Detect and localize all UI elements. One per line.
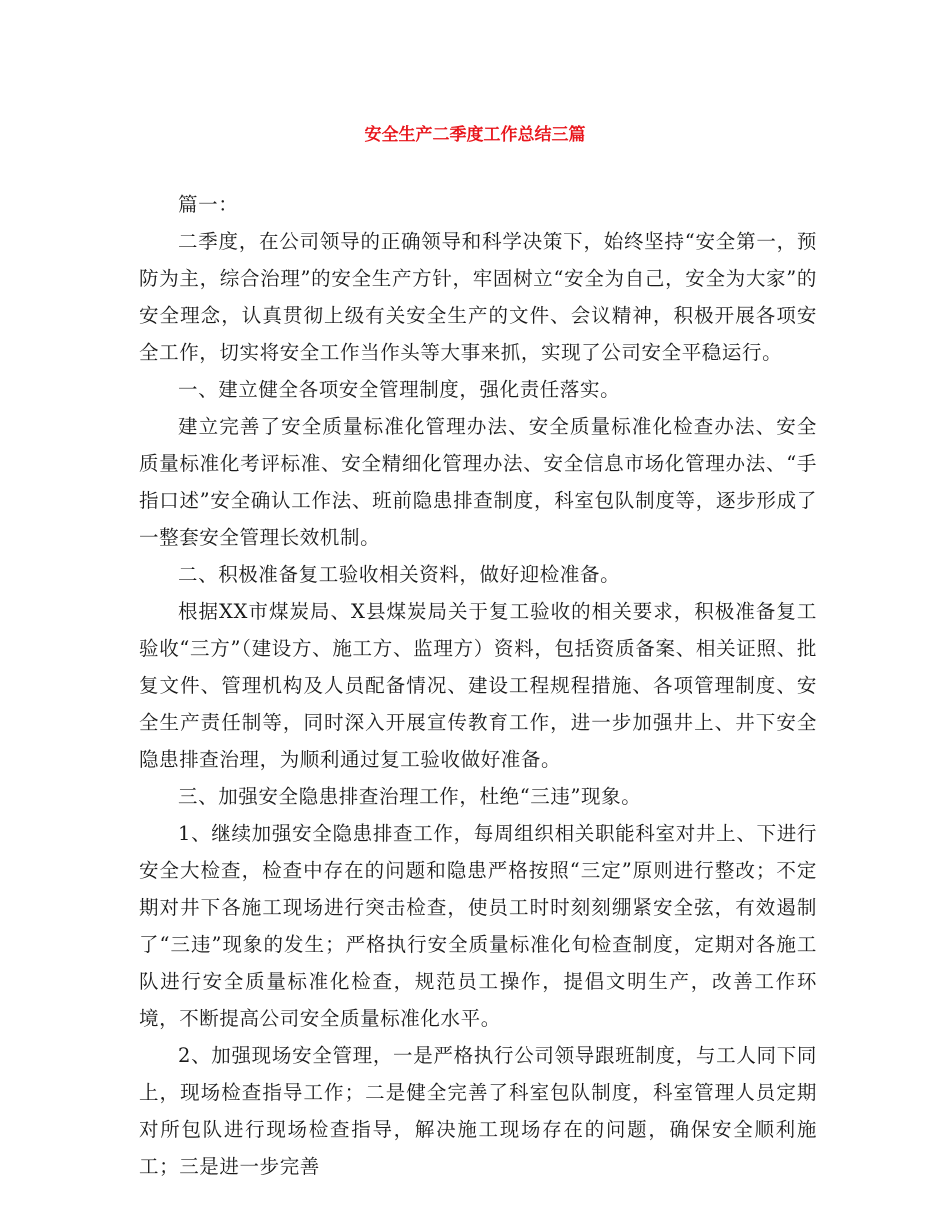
body-paragraph: 1、继续加强安全隐患排查工作，每周组织相关职能科室对井上、下进行安全大检查，检查中存在的问题和隐患严格按照“三定”原则进行整改；不定期对井下各施工现场进行突击检查，使员工时时刻刻绷紧安全弦，有效遏制了“三违”现象的发生；严格执行安全质量标准化旬检查制度，定期对各施工队进行安全质量标准化检查，规范员工操作，提倡文明生产，改善工作环境，不断提高公司安全质量标准化水平。 <box>139 822 817 1030</box>
body-paragraph: 根据XX市煤炭局、X县煤炭局关于复工验收的相关要求，积极准备复工验收“三方”（建设方、施工方、监理方）资料，包括资质备案、相关证照、批复文件、管理机构及人员配备情况、建设工程规程措施、各项管理制度、安全生产责任制等，同时深入开展宣传教育工作，进一步加强井上、井下安全隐患排查治理，为顺利通过复工验收做好准备。 <box>139 600 817 771</box>
body-paragraph: 2、加强现场安全管理，一是严格执行公司领导跟班制度，与工人同下同上，现场检查指导工作；二是健全完善了科室包队制度，科室管理人员定期对所包队进行现场检查指导，解决施工现场存在的问题，确保安全顺利施工；三是进一步完善 <box>139 1044 817 1178</box>
document-body <box>139 186 817 1185</box>
section-heading: 三、加强安全隐患排查治理工作，杜绝“三违”现象。 <box>178 785 642 808</box>
body-paragraph: 二季度，在公司领导的正确领导和科学决策下，始终坚持“安全第一，预防为主，综合治理”的安全生产方针，牢固树立“安全为自己，安全为大家”的安全理念，认真贯彻上级有关安全生产的文件、会议精神，积极开展各项安全工作，切实将安全工作当作头等大事来抓，实现了公司安全平稳运行。 <box>139 230 817 364</box>
section-heading: 一、建立健全各项安全管理制度，强化责任落实。 <box>178 378 621 401</box>
section-heading-part-one: 篇一： <box>178 193 239 216</box>
section-heading: 二、积极准备复工验收相关资料，做好迎检准备。 <box>178 563 621 586</box>
body-paragraph: 建立完善了安全质量标准化管理办法、安全质量标准化检查办法、安全质量标准化考评标准、安全精细化管理办法、安全信息市场化管理办法、“手指口述”安全确认工作法、班前隐患排查制度，科室包队制度等，逐步形成了一整套安全管理长效机制。 <box>139 415 817 549</box>
document-title: 安全生产二季度工作总结三篇 <box>364 125 586 145</box>
